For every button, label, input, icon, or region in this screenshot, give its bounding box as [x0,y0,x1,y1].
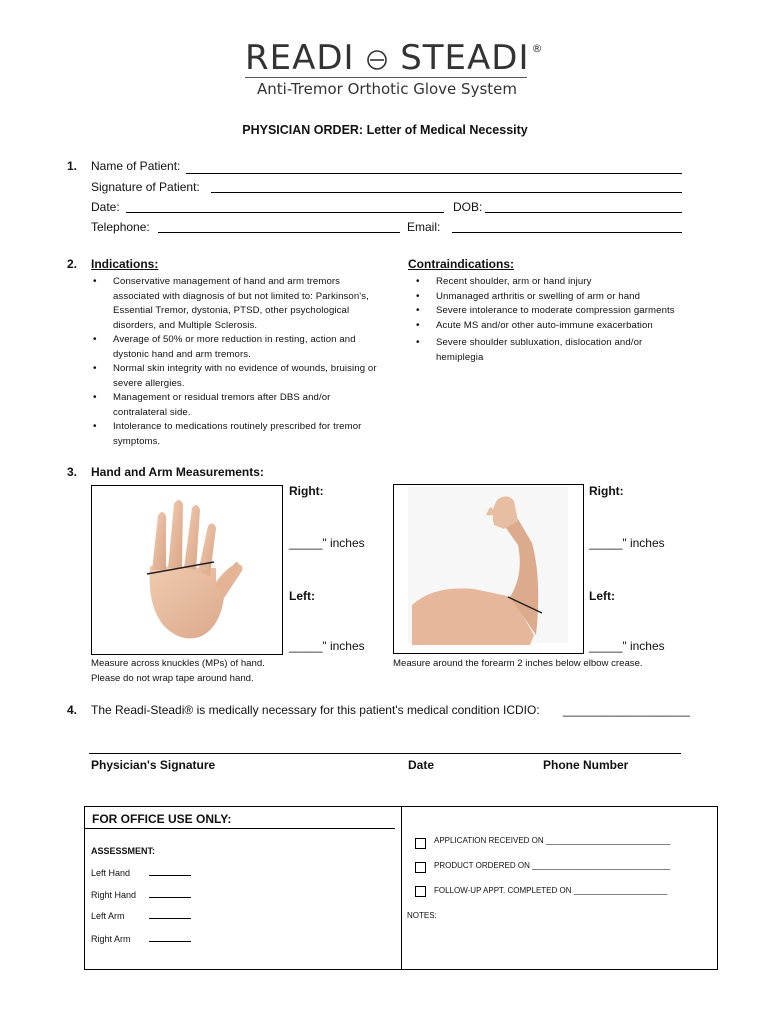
arm-caption: Measure around the forearm 2 inches below elbow crease. [393,658,643,669]
name-of-patient-label: Name of Patient: [91,159,181,173]
right-hand-assessment-field[interactable] [149,897,191,898]
dob-field[interactable] [485,212,682,213]
page-title: PHYSICIAN ORDER: Letter of Medical Necessity [242,123,528,137]
office-heading-underline [85,828,395,829]
left-hand-label: Left: [289,589,315,603]
contraindication-item: • Unmanaged arthritis or swelling of arm or hand [414,290,679,305]
contraindication-item: • Acute MS and/or other auto-immune exacerbation [414,319,679,334]
signature-of-patient-label: Signature of Patient: [91,180,200,194]
product-ordered-label: PRODUCT ORDERED ON _______________________________ [434,861,671,870]
contraindications-list-container [414,275,679,365]
phone-number-label: Phone Number [543,758,629,772]
right-arm-assessment-field[interactable] [149,941,191,942]
right-hand-assessment-label: Right Hand [91,890,137,900]
telephone-field[interactable] [158,232,400,233]
date-label: Date: [91,200,120,214]
dob-label: DOB: [453,200,483,214]
office-box-divider [401,807,402,969]
email-field[interactable] [452,232,682,233]
logo-brand-right: STEADI [400,38,530,78]
logo-hand-icon [366,49,388,71]
contraindications-list [414,275,679,365]
logo-wordmark [245,38,544,78]
follow-up-label: FOLLOW-UP APPT. COMPLETED ON _____________________ [434,886,668,895]
section-4-number: 4. [67,703,78,717]
indication-item: • Normal skin integrity with no evidence of wounds, bruising or severe allergies. [91,362,381,391]
signature-of-patient-field[interactable] [211,192,682,193]
logo-brand-left: READI [245,38,355,78]
logo-tagline: Anti-Tremor Orthotic Glove System [257,80,517,98]
arm-illustration [394,485,583,653]
right-arm-label: Right: [589,484,624,498]
follow-up-checkbox[interactable] [415,886,426,897]
office-use-heading: FOR OFFICE USE ONLY: [92,812,232,826]
email-label: Email: [407,220,441,234]
left-hand-inches[interactable]: _____" inches [289,639,365,653]
section-2-number: 2. [67,257,78,271]
date-field[interactable] [126,212,444,213]
left-arm-label: Left: [589,589,615,603]
hand-caption-line-2: Please do not wrap tape around hand. [91,673,254,684]
product-ordered-checkbox[interactable] [415,862,426,873]
left-hand-assessment-label: Left Hand [91,868,131,878]
office-use-box [84,806,718,970]
contraindication-item: • Recent shoulder, arm or hand injury [414,275,679,290]
indication-item: • Conservative management of hand and arm tremors associated with diagnosis of but not limited to: Parkinson's, Essential Tremor, dystonia, PTSD, other psychological disorders, and Multiple Sclerosis. [91,275,381,333]
icd-code-field[interactable]: ___________________ [563,703,690,717]
arm-photo [393,484,584,654]
hand-photo [91,485,283,655]
notes-label: NOTES: [407,911,437,920]
left-hand-assessment-field[interactable] [149,875,191,876]
contraindication-item: • Severe intolerance to moderate compression garments [414,304,679,319]
hand-caption-line-1: Measure across knuckles (MPs) of hand. [91,658,265,669]
left-arm-inches[interactable]: _____" inches [589,639,665,653]
measurements-heading: Hand and Arm Measurements: [91,465,264,479]
signature-date-label: Date [408,758,435,772]
right-arm-inches[interactable]: _____" inches [589,536,665,550]
medical-necessity-statement: The Readi-Steadi® is medically necessary for this patient's medical condition ICDIO: [91,703,540,717]
right-hand-label: Right: [289,484,324,498]
hand-illustration [92,486,282,654]
indication-item: • Average of 50% or more reduction in resting, action and dystonic hand and arm tremors. [91,333,381,362]
logo-registered-mark: ® [531,42,544,55]
indication-item: • Management or residual tremors after DBS and/or contralateral side. [91,391,381,420]
indications-list [91,275,381,449]
telephone-label: Telephone: [91,220,150,234]
contraindications-heading: Contraindications: [408,257,515,271]
right-arm-assessment-label: Right Arm [91,934,131,944]
left-arm-assessment-field[interactable] [149,918,191,919]
right-hand-inches[interactable]: _____" inches [289,536,365,550]
section-1-number: 1. [67,159,78,173]
indications-heading: Indications: [91,257,159,271]
logo [245,38,544,98]
signature-line[interactable] [89,753,681,754]
indications-list-container [91,275,381,449]
assessment-label: ASSESSMENT: [91,846,156,856]
application-received-label: APPLICATION RECEIVED ON ____________________________ [434,836,671,845]
indication-item: • Intolerance to medications routinely prescribed for tremor symptoms. [91,420,381,449]
logo-divider [245,77,527,78]
name-of-patient-field[interactable] [186,173,682,174]
contraindication-item: • Severe shoulder subluxation, dislocation and/or hemiplegia [414,336,679,365]
application-received-checkbox[interactable] [415,838,426,849]
left-arm-assessment-label: Left Arm [91,911,125,921]
section-3-number: 3. [67,465,78,479]
physician-signature-label: Physician's Signature [91,758,216,772]
